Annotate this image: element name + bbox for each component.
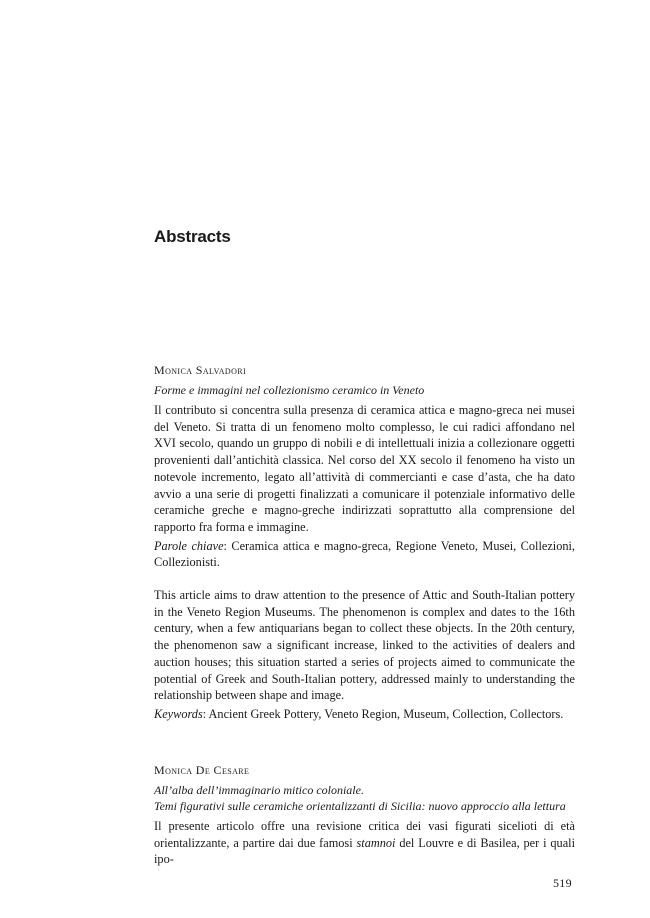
article-title-line2: Temi figurativi sulle ceramiche orientalizzanti di Sicilia: nuovo approccio alla lettura <box>154 799 566 813</box>
keywords-italian <box>154 538 575 571</box>
abstract-text: del Louvre e di Basilea, per i quali ipo- <box>154 835 575 867</box>
keywords-english <box>154 706 575 723</box>
article-title-line1: All’alba dell’immaginario mitico coloniale. <box>154 783 364 797</box>
page-number: 519 <box>553 876 572 890</box>
keywords-list: : Ancient Greek Pottery, Veneto Region, Museum, Collection, Collectors. <box>202 706 564 721</box>
author-name: Monica De Cesare <box>154 763 250 777</box>
article-title: Forme e immagini nel collezionismo ceramico in Veneto <box>154 383 425 397</box>
keywords-label: Parole chiave <box>154 538 224 553</box>
abstract-english: This article aims to draw attention to the presence of Attic and South-Italian pottery in the Veneto Region Museums. The phenomenon is complex and dates to the 16th century, when a few antiquarians began to collect these objects. In the 20th century, the phenomenon saw a significant increase, linked to the activities of dealers and auction houses; this situation started a series of projects aimed to communicate the potential of Greek and South-Italian pottery, addressed mainly to understanding the relationship between shape and image. <box>154 588 575 703</box>
abstract-entry-salvadori <box>154 362 575 723</box>
page-title: Abstracts <box>154 227 231 246</box>
abstract-entry-de-cesare <box>154 762 575 868</box>
abstract-text: Il presente articolo offre una revisione critica dei vasi figurati sicelioti di età orientalizzante, a partire dai due famosi <box>154 819 575 850</box>
keywords-label: Keywords <box>154 706 203 721</box>
keywords-list: : Ceramica attica e magno-greca, Regione Veneto, Musei, Collezioni, Collezionisti. <box>154 538 575 570</box>
author-name: Monica Salvadori <box>154 363 247 377</box>
abstract-term: stamnoi <box>356 835 396 850</box>
abstract-italian <box>154 818 575 868</box>
abstract-italian: Il contributo si concentra sulla presenza di ceramica attica e magno-greca nei musei del Veneto. Si tratta di un fenomeno molto complesso, le cui radici affondano nel XVI secolo, quando un gruppo di nobili e di intellettuali inizia a collezionare oggetti provenienti dall’antichità classica. Nel corso del XX secolo il fenomeno ha visto un notevole incremento, legato all’attività di commercianti e case d’asta, che ha dato avvio a una serie di progetti finalizzati a comunicare il potenziale informativo delle ceramiche greche e magno-greche indirizzati soprattutto alla comprensione del rapporto fra forma e immagine. <box>154 403 575 534</box>
